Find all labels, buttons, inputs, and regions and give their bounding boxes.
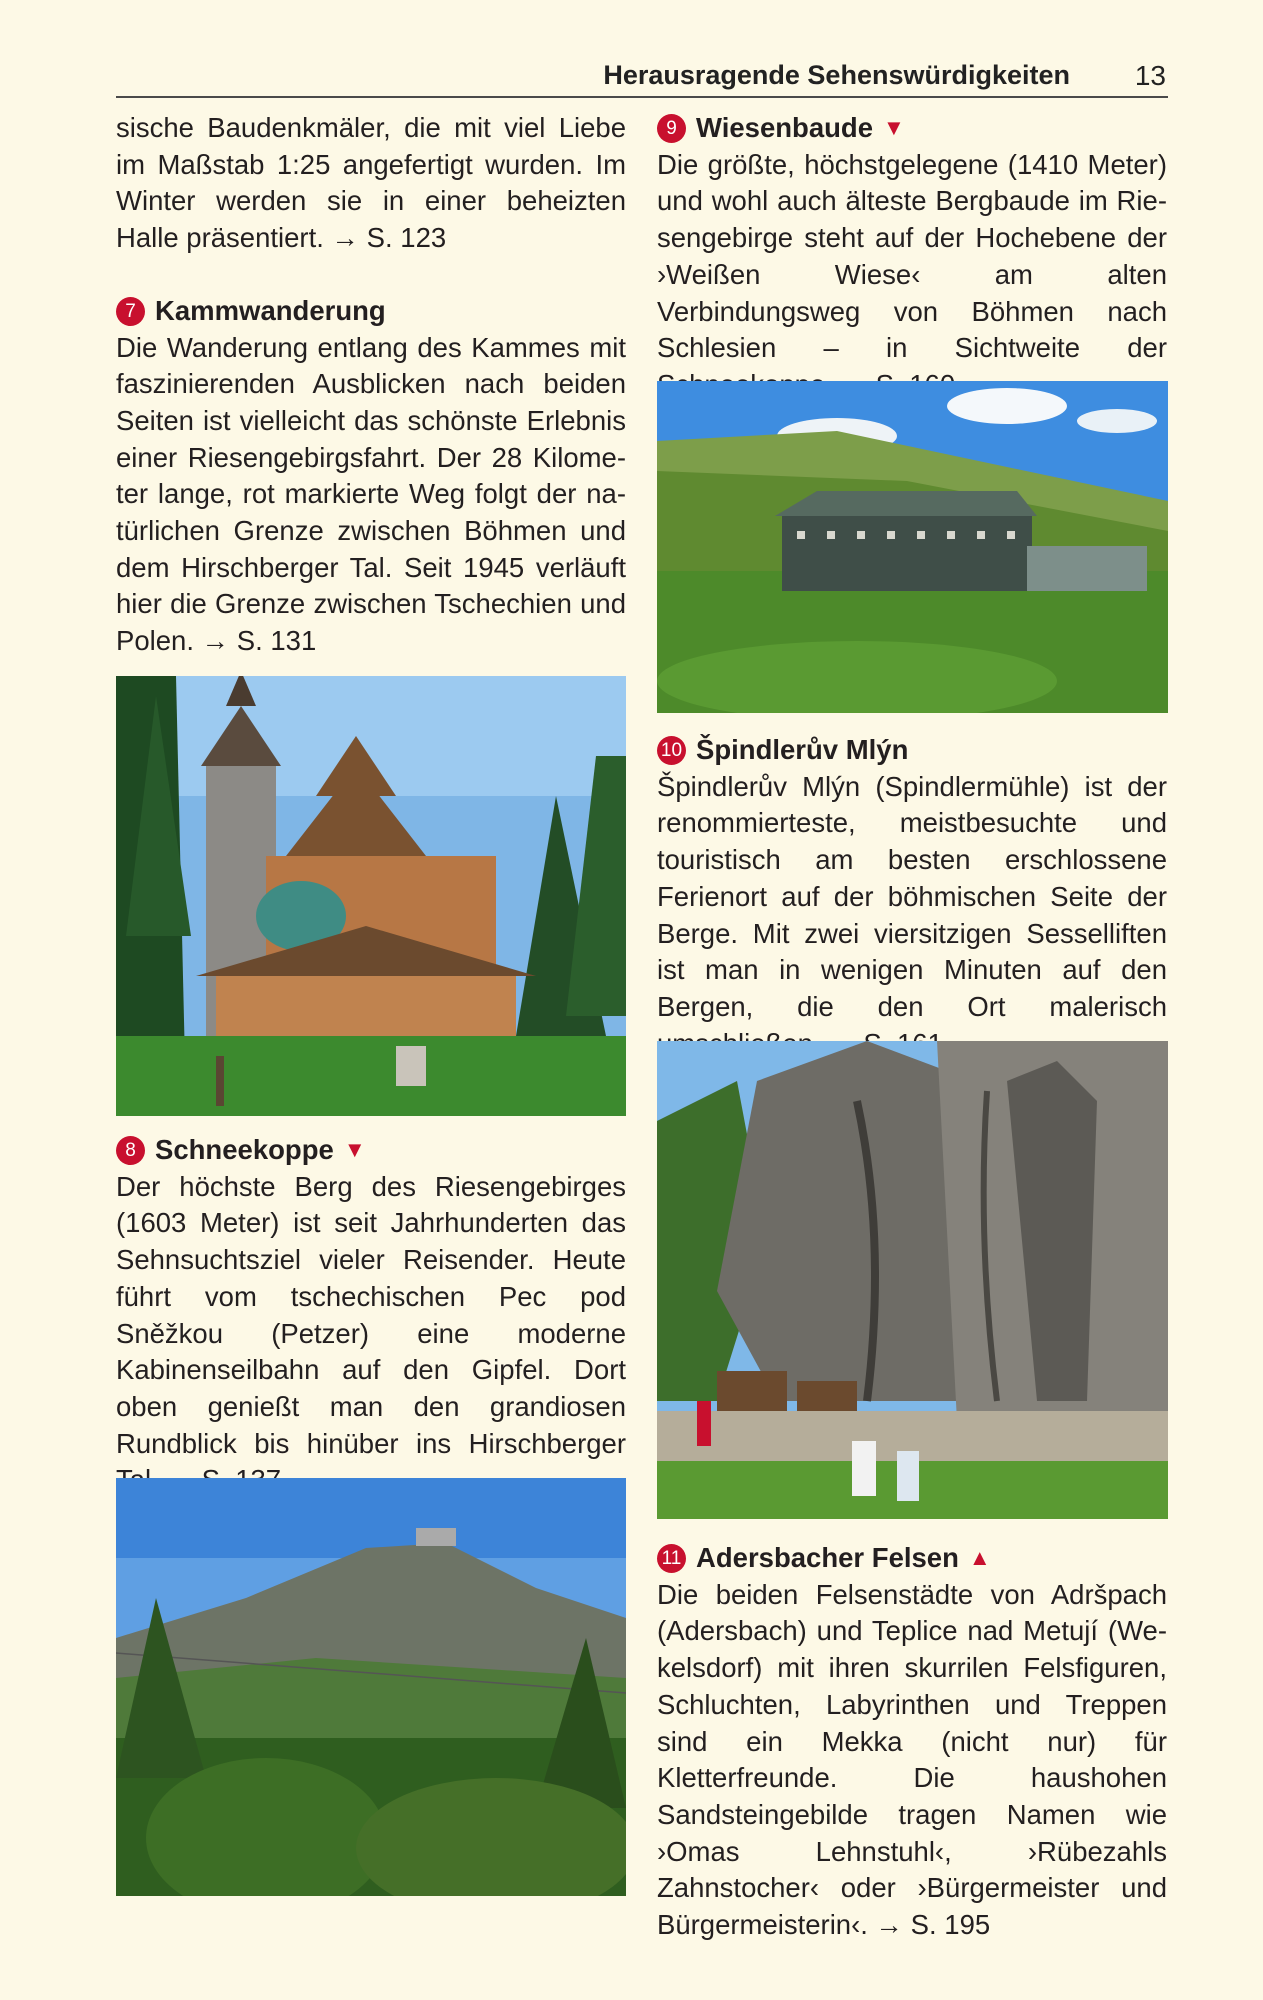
entry-wiesenbaude: [657, 110, 1167, 404]
right-column-lower: [657, 1540, 1167, 1944]
right-column: [657, 110, 1167, 404]
triangle-up-icon: ▲: [968, 1545, 991, 1571]
number-badge-icon: 10: [657, 736, 686, 765]
entry-schneekoppe: [116, 1132, 626, 1499]
photo-stave-church: [116, 676, 626, 1116]
left-column-lower: [116, 1132, 626, 1499]
number-badge-icon: 9: [657, 114, 686, 143]
entry-adersbacher-felsen: [657, 1540, 1167, 1944]
entry-heading: [116, 1132, 626, 1169]
entry-heading: [116, 293, 626, 330]
entry-text: Špindlerův Mlýn (Spindlermühle) ist der renommierteste, meistbesuchte und touristisch am besten erschlossene Ferienort auf der böhmischen Seite der Berge. Mit zwei viersitzigen Sesselliften ist man in wenigen Minuten auf den Bergen, die den Ort malerisch: [657, 770, 1167, 1022]
entry-text: Die beiden Felsenstädte von Adršpach (Adersbach) und Teplice nad Metují (Wekelsdorf) mit ihren skurrilen Felsfiguren, Schluchten, Labyrinthen und Treppen sind ein Mekka (nicht nur) für Kletterfreunde. Die haushohen Sandsteingebilde tragen Namen wie ›Omas Lehnstuhl‹, ›Rübezahls Zahnstocher‹ oder ›Bürgermeister und Bürgermeisterin‹. → S. 195: [657, 1578, 1167, 1941]
intro-text: sische Baudenkmäler, die mit viel Liebe im Maßstab 1:25 angefertigt wurden. Im Winter werden sie in einer beheizten Halle präsentiert. → S. 123: [116, 112, 626, 254]
entry-title: Schneekoppe: [155, 1134, 334, 1165]
entry-text: Der höchste Berg des Riesengebirges (1603 Meter) ist seit Jahrhunderten das Sehnsuchtsziel vieler Reisender. Heute führt vom tschechischen Pec pod Sněžkou (Petzer) eine moderne Kabinenseilbahn auf den Gipfel. Dort oben genießt man den grandiosen Rundblick bis hinüber ins Hirschberger: [116, 1170, 626, 1459]
entry-heading: [657, 732, 1167, 769]
left-column: [116, 110, 626, 660]
triangle-down-icon: ▼: [343, 1137, 366, 1163]
entry-text: Die Wanderung entlang des Kammes mit faszinierenden Ausblicken nach beiden Seiten ist vielleicht das schönste Erlebnis einer Riesengebirgsfahrt. Der 28 Kilometer lange, rot markierte Weg folgt der natürlichen Grenze zwischen Böhmen und dem Hirschberger Tal. Seit 1945 verläuft hier die Grenze zwischen Tschechien und Polen. → S. 131: [116, 331, 626, 657]
number-badge-icon: 11: [657, 1544, 686, 1573]
entry-title: Špindlerův Mlýn: [696, 734, 909, 765]
running-header: [116, 56, 1168, 98]
entry-heading: [657, 1540, 1167, 1577]
entry-text: Die größte, höchstgelegene (1410 Meter) und wohl auch älteste Bergbaude im Riesengebirge steht auf der Hochebene der ›Weißen Wiese‹ am alten Verbindungsweg von Böhmen nach Schlesien – in Sichtweite der: [657, 148, 1167, 364]
number-badge-icon: 8: [116, 1136, 145, 1165]
number-badge-icon: 7: [116, 297, 145, 326]
entry-kammwanderung: [116, 293, 626, 660]
entry-title: Wiesenbaude: [696, 112, 874, 143]
page-number: 13: [1134, 60, 1166, 91]
entry-heading: [657, 110, 1167, 147]
header-title: Herausragende Sehenswürdigkeiten: [603, 60, 1070, 90]
photo-schneekoppe-mountain: [116, 1478, 626, 1896]
photo-wiesenbaude: [657, 381, 1168, 713]
triangle-down-icon: ▼: [883, 115, 905, 141]
photo-adersbach-rocks: [657, 1041, 1168, 1519]
entry-spindleruv-mlyn: [657, 732, 1167, 1062]
right-column-middle: [657, 732, 1167, 1062]
entry-title: Adersbacher Felsen: [696, 1542, 959, 1573]
entry-title: Kammwanderung: [155, 294, 386, 326]
